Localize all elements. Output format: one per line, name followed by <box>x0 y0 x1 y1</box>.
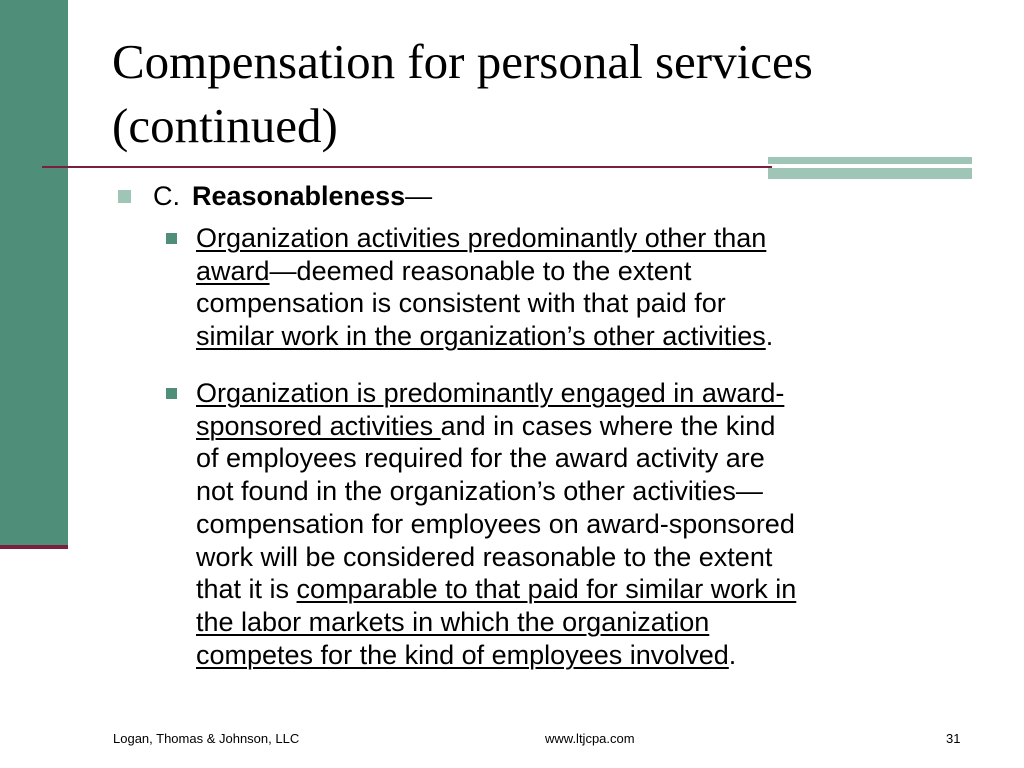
sub-bullet-text <box>196 222 966 353</box>
title-divider-rule <box>42 166 772 168</box>
sub-bullet-text <box>196 377 966 671</box>
sub-bullet-line <box>196 508 966 541</box>
sub-bullet-line <box>196 573 966 606</box>
accent-stripe <box>768 168 972 179</box>
sub-bullet-line <box>196 639 966 672</box>
square-bullet-icon <box>166 233 177 244</box>
footer-website: www.ltjcpa.com <box>545 731 635 746</box>
main-bullet-label: C. <box>153 181 180 211</box>
text-segment: that it is <box>196 574 297 605</box>
underlined-text: competes for the kind of employees involved <box>196 639 729 670</box>
underlined-text: sponsored activities <box>196 410 441 441</box>
underlined-text: similar work in the organization’s other activities <box>196 321 766 352</box>
side-bar-rule <box>0 545 68 549</box>
accent-stripe <box>768 157 972 164</box>
square-bullet-icon <box>166 388 177 399</box>
underlined-text: the labor markets in which the organization <box>196 606 710 637</box>
slide-title <box>112 30 992 158</box>
slide-title-line: Compensation for personal services <box>112 34 813 89</box>
main-bullet-text <box>153 180 432 213</box>
text-segment: compensation for employees on award-sponsored <box>196 508 795 539</box>
sub-bullet-line <box>196 606 966 639</box>
sub-bullet-line <box>196 320 966 353</box>
text-segment: not found in the organization’s other activities— <box>196 476 763 507</box>
sub-bullet-line <box>196 475 966 508</box>
text-segment: . <box>765 321 774 352</box>
sub-bullet-line <box>196 541 966 574</box>
text-segment: work will be considered reasonable to the extent <box>196 541 773 572</box>
sub-bullet-line <box>196 287 966 320</box>
text-segment: . <box>728 639 737 670</box>
slide-title-line: (continued) <box>112 98 338 153</box>
text-segment: compensation is consistent with that paid for <box>196 288 726 319</box>
sub-bullet-line <box>196 377 966 410</box>
footer-page-number: 31 <box>946 731 961 746</box>
sub-bullet-line <box>196 442 966 475</box>
footer-firm-name: Logan, Thomas & Johnson, LLC <box>113 731 300 746</box>
square-bullet-icon <box>118 190 131 203</box>
accent-stripes <box>768 157 972 179</box>
main-bullet-dash: — <box>405 181 433 211</box>
text-segment: —deemed reasonable to the extent <box>269 255 692 286</box>
underlined-text: comparable to that paid for similar work in <box>296 574 797 605</box>
underlined-text: Organization activities predominantly other than <box>196 223 767 253</box>
underlined-text: award <box>196 255 270 286</box>
underlined-text: Organization is predominantly engaged in award- <box>196 378 785 408</box>
sub-bullet-line <box>196 255 966 288</box>
text-segment: of employees required for the award activity are <box>196 443 765 474</box>
sub-bullet-line <box>196 410 966 443</box>
text-segment: and in cases where the kind <box>440 410 776 441</box>
decorative-side-bar <box>0 0 68 545</box>
sub-bullet-line <box>196 222 966 255</box>
main-bullet-heading: Reasonableness <box>192 181 406 211</box>
